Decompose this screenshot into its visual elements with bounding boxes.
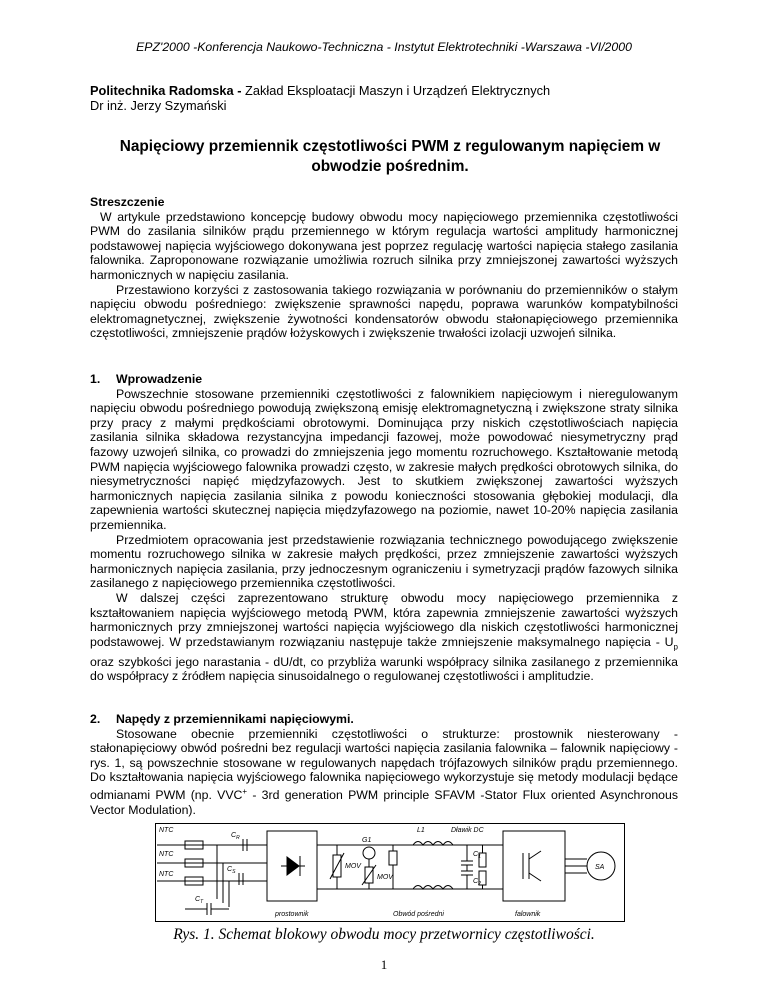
label-cs: $C_S$ (227, 866, 236, 875)
section-number: 1. (90, 372, 101, 386)
label-sa: SA (595, 864, 605, 871)
section-title: Wprowadzenie (116, 372, 203, 386)
label-ntc: NTC (159, 871, 174, 878)
drives-paragraph-1 (90, 727, 678, 818)
resistor-icon (389, 851, 397, 865)
figure-caption: Rys. 1. Schemat blokowy obwodu mocy przetwornicy częstotliwości. (173, 926, 595, 943)
running-header: EPZ'2000 -Konferencja Naukowo-Techniczna - Instytut Elektrotechniki -Warszawa -VI/2000 (136, 40, 632, 54)
subscript: p (673, 642, 678, 652)
affiliation (90, 83, 550, 113)
label-ct: $C_T$ (195, 896, 204, 905)
abstract-paragraph-2: Przestawiono korzyści z zastosowania takiego rozwiązania w porównaniu do przemienników o stałym napięciu obwodu pośredniego: zwiększenie sprawności napędu, poprawa warunków kompatybilności elektromagnetycznej, zwiększenie żywotności kondensatorów obwodu stałonapięciowego przemiennika częstotliwości, zmniejszenie prądów łożyskowych i zwiększenie trwałości izolacji uzwojeń silnika. (90, 282, 678, 341)
paragraph-text: - 3rd generation PWM principle SFAVM -Stator Flux oriented Asynchronous Vector Modulation). (90, 788, 678, 817)
label-cr: $C_R$ (231, 832, 240, 841)
inductor-icon (413, 886, 453, 890)
paragraph-text: Stosowane obecnie przemienniki częstotliwości o strukturze: prostownik niesterowany - stałonapięciowy obwód pośredni bez regulacji wartości napięcia zasilania falownika – falownik napięciowy - rys. 1, są powszechnie stosowane w regulowanych napędach trójfazowych silników prądu przemiennego. Do kształtowania napięcia wyjściowego falownika napięciowego wykorzystuje się metody modulacji będące odmianami PWM (np. VVC (90, 726, 678, 803)
abstract-heading: Streszczenie (90, 195, 165, 209)
intro-paragraph-2: Przedmiotem opracowania jest przedstawienie rozwiązania technicznego powodującego zwiększenie momentu rozruchowego silnika w zakresie małych prędkości, przez zmniejszenie zawartości wyższych harmonicznych napięcia zasilania, przy jednoczesnym ograniczeniu i symetryzacji prądów fazowych silnika zasilanego z napięciowego przemiennika częstotliwości. (90, 532, 678, 591)
department: Zakład Eksploatacji Maszyn i Urządzeń Elektrycznych (241, 83, 551, 98)
label-mov: MOV (345, 863, 361, 870)
drives-heading (90, 712, 678, 727)
label-ntc: NTC (159, 851, 174, 858)
paragraph-text: oraz szybkości jego narastania - dU/dt, co przybliża warunki współpracy silnika zasilanego z przemiennika do współpracy z źródłem napięcia sinusoidalnego o regulowanej częstotliwości i amplitudzie. (90, 654, 678, 684)
paragraph-text: W dalszej części zaprezentowano strukturę obwodu mocy napięciowego przemiennika z kształtowaniem napięcia wyjściowego metodą PWM, która zapewnia zmniejszenie zawartości wyższych harmonicznych przy zmniejszonej wartości napięcia wyjściowego dla niskich częstotliwości harmonicznej podstawowej. W przedstawianym rozwiązaniu następuje także zmniejszenie maksymalnego napięcia - U (90, 590, 678, 649)
author: Dr inż. Jerzy Szymański (90, 98, 227, 113)
drives-section (90, 712, 678, 817)
section-title: Napędy z przemiennikami napięciowymi. (116, 712, 354, 726)
label-obwod: Obwód pośredni (393, 911, 444, 918)
diode-icon (287, 857, 299, 875)
label-c2: $C_2$ (473, 878, 481, 887)
label-prostownik: prostownik (275, 911, 309, 918)
intro-section (90, 372, 678, 684)
circuit-diagram (155, 823, 625, 922)
affiliation-line (90, 83, 550, 98)
paper-title: Napięciowy przemiennik częstotliwości PWM z regulowanym napięciem w obwodzie pośrednim. (119, 138, 661, 175)
institution: Politechnika Radomska - (90, 83, 242, 98)
figure-frame (156, 824, 625, 922)
intro-paragraph-3 (90, 591, 678, 684)
intro-heading (90, 372, 678, 387)
label-mov: MOV (377, 874, 393, 881)
inductor-icon (413, 842, 453, 846)
label-dlawik: Dławik DC (451, 827, 484, 834)
intro-paragraph-1: Powszechnie stosowane przemienniki częstotliwości z falownikiem napięciowym i nieregulowanym napięciu obwodu pośredniego powodują zwiększoną emisję elektromagnetyczną i zwiększone straty silnika przy pracy z małymi prędkościami obrotowymi. Dominująca przy niskich częstotliwościach napięcia zasilania silnika składowa rezystancyjna impedancji fazowej, może powodować niesymetryczny prąd fazowy uzwojeń silnika, co prowadzi do zmniejszenia jego momentu rozruchowego. Kształtowanie metodą PWM napięcia wyjściowego falownika prowadzi często, w zakresie małych prędkości obrotowych silnika, do niesymetryczności napięć międzyfazowych. Jest to skutkiem zwiększonej zawartości wyższych harmonicznych napięcia zasilania silnika z powodu konieczności stosowania głębokiej modulacji, dla zapewnienia wartości skutecznej napięcia międzyfazowego na poziomie, nawet 10-20% napięcia zasilania przemiennika. (90, 386, 678, 532)
label-falownik: falownik (515, 911, 541, 918)
label-g1: G1 (362, 837, 372, 844)
label-ntc: NTC (159, 827, 174, 834)
superscript: + (242, 786, 248, 796)
section-number: 2. (90, 712, 101, 726)
label-c1: $C_1$ (473, 851, 481, 860)
label-l1: L1 (417, 827, 425, 834)
page-number: 1 (380, 957, 388, 972)
abstract-paragraph-1: W artykule przedstawiono koncepcję budowy obwodu mocy napięciowego przemiennika częstotliwości PWM do zasilania silników prądu przemiennego w którym regulacja wartości amplitudy harmonicznej podstawowej napięcia wyjściowego dokonywana jest poprzez regulację wartości napięcia stałego zasilania falownika. Zaproponowane rozwiązanie umożliwia rozruch silnika przy zmniejszonej zawartości wyższych harmonicznych w napięciu zasilania. (90, 209, 678, 282)
source-icon (363, 847, 375, 859)
abstract-section (90, 195, 678, 341)
inverter-block (503, 831, 565, 901)
